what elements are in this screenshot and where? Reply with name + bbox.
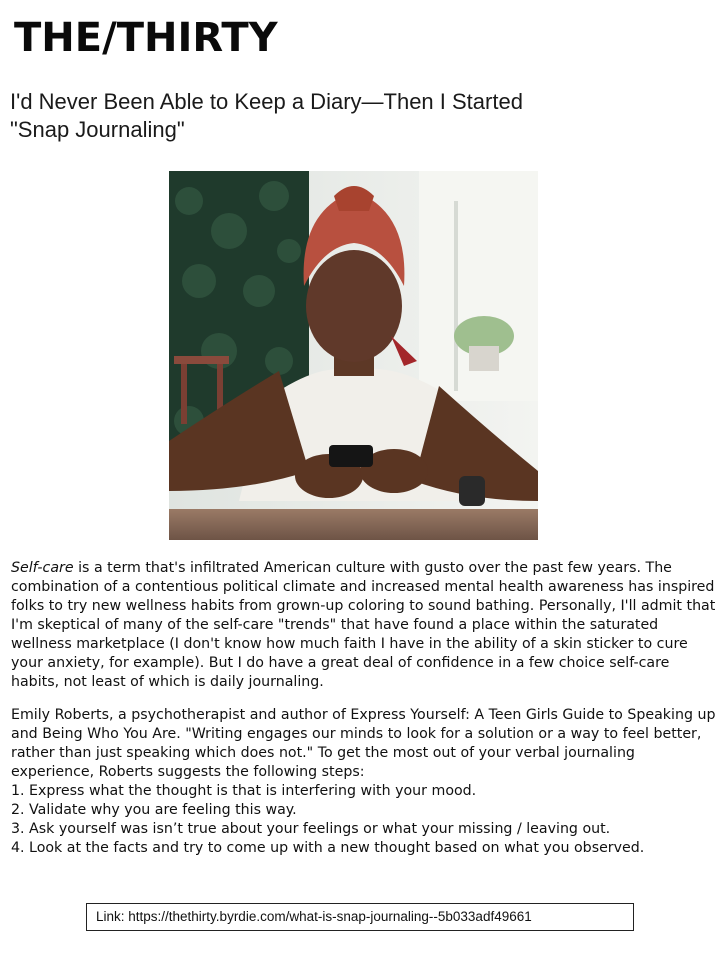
paragraph-intro (11, 559, 716, 692)
article-photo (169, 171, 538, 540)
source-link[interactable]: Link: https://thethirty.byrdie.com/what-is-snap-journaling--5b033adf49661 (86, 903, 634, 931)
paragraph-roberts (11, 706, 716, 858)
list-item: 1. Express what the thought is that is interfering with your mood. (11, 783, 477, 799)
list-item: 4. Look at the facts and try to come up with a new thought based on what you observed. (11, 840, 645, 856)
steps-list (11, 782, 716, 858)
paragraph-intro-lead: Self-care (11, 560, 74, 576)
paragraph-intro-rest: is a term that's infiltrated American culture with gusto over the past few years. The combination of a contentious political climate and increased mental health awareness has inspired folks to try new wellness habits from grown-up coloring to sound bathing. Personally, I'll admit that I'm skeptical of many of the self-care "trends" that have found a place within the saturated wellness marketplace (I don't know how much faith I have in the ability of a skin sticker to cure your anxiety, for example). But I do have a great deal of confidence in a few choice self-care habits, not least of which is daily journaling. (11, 560, 716, 690)
article-title-line-1: I'd Never Been Able to Keep a Diary—Then I Started (10, 89, 523, 114)
list-item: 3. Ask yourself was isn’t true about your feelings or what your missing / leaving out. (11, 821, 611, 837)
article-title-line-2: "Snap Journaling" (10, 117, 185, 142)
article-title (10, 88, 690, 144)
list-item: 2. Validate why you are feeling this way. (11, 802, 297, 818)
site-logo[interactable]: THE/THIRTY (14, 15, 278, 61)
paragraph-roberts-text: Emily Roberts, a psychotherapist and author of Express Yourself: A Teen Girls Guide to Speaking up and Being Who You Are. "Writing engages our minds to look for a solution or a way to feel better, rather than just speaking which does not." To get the most out of your verbal journaling experience, Roberts suggests the following steps: (11, 707, 716, 780)
